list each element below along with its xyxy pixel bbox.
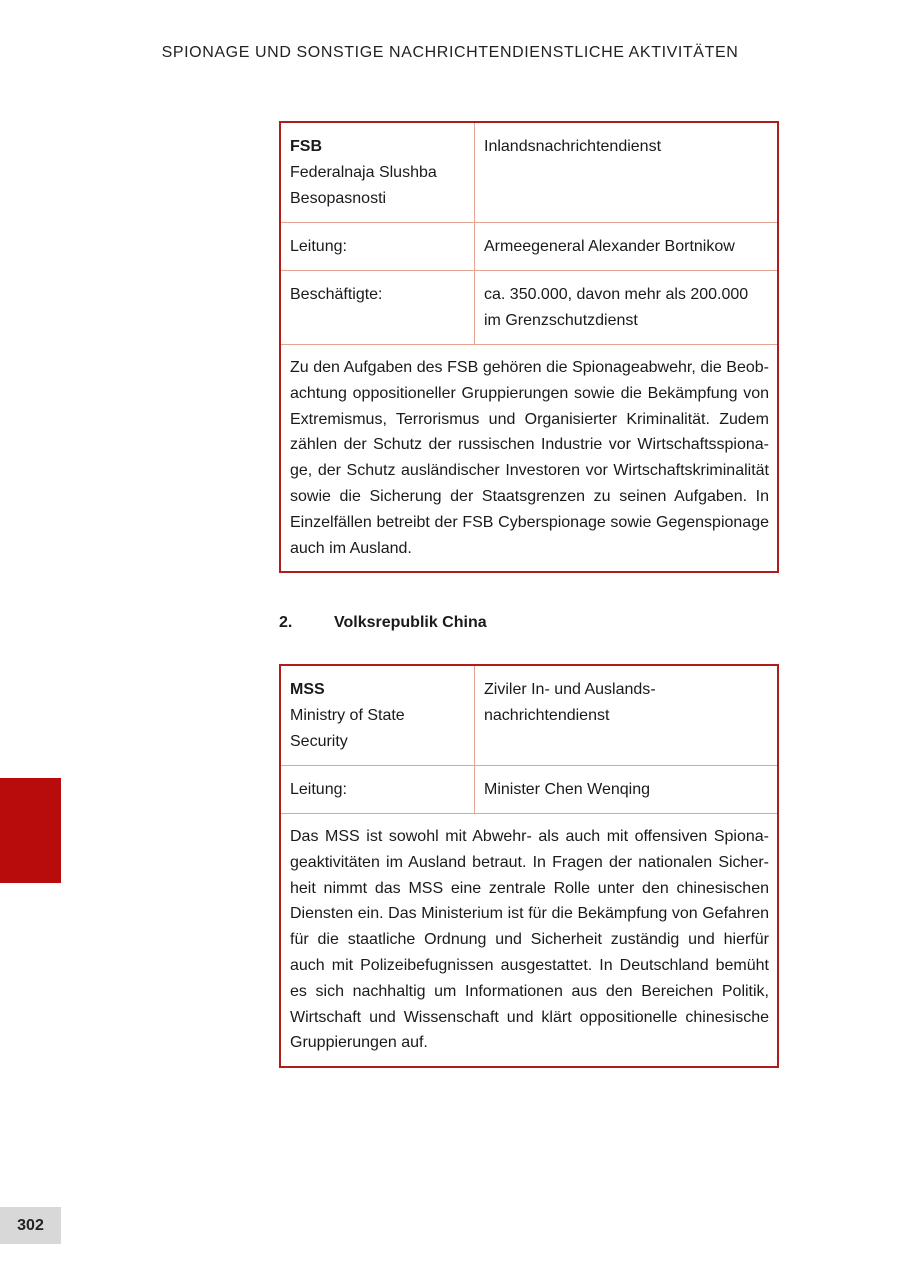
mss-leitung-label: Leitung:: [281, 766, 475, 813]
mss-leitung-value: Minister Chen Wenqing: [484, 781, 651, 798]
mss-name-cell: [281, 666, 475, 765]
running-header: SPIONAGE UND SONSTIGE NACHRICHTENDIENSTLICHE AKTIVITÄTEN: [161, 44, 739, 61]
fsb-full-name-line1: Federalnaja Slushba: [290, 164, 437, 181]
mss-name-row: [281, 666, 777, 766]
fsb-staff-row: [281, 271, 777, 345]
mss-description: Das MSS ist sowohl mit Abwehr- als auch mit offensiven Spionageaktivitäten im Ausland betraut. In Fragen der nationalen Sicherheit nimmt das MSS eine zentrale Rolle unter den chinesischen Diensten ein. Das Ministerium ist für die Bekämpfung von Gefahren für die staatliche Ordnung und Sicherheit zuständig und hierfür auch mit Polizeibefugnissen ausgestattet. In Deutschland bemüht es sich nachhaltig um Informationen aus den Bereichen Politik, Wirtschaft und Wissenschaft und klärt oppositionelle chinesische Gruppierungen auf.: [290, 828, 769, 1052]
mss-type: Ziviler In- und Auslandsnachrichtendienst: [484, 681, 656, 724]
section-title: Volksrepublik China: [334, 614, 487, 631]
fsb-leitung-row: [281, 223, 777, 271]
fsb-name-row: [281, 123, 777, 223]
section-heading: [279, 614, 487, 632]
fsb-leitung-label: Leitung:: [281, 223, 475, 270]
mss-abbreviation: MSS: [290, 681, 325, 698]
fsb-staff-label: Beschäftigte:: [281, 271, 475, 344]
mss-full-name-line2: Security: [290, 733, 348, 750]
fsb-leitung-value: Armeegeneral Alexander Bortnikow: [484, 238, 735, 255]
page-number: 302: [0, 1207, 61, 1244]
mss-leitung-row: [281, 766, 777, 814]
mss-full-name-line1: Ministry of State: [290, 707, 405, 724]
section-number: 2.: [279, 614, 293, 631]
mss-info-box: [279, 664, 779, 1068]
fsb-info-box: [279, 121, 779, 573]
fsb-type: Inlandsnachrichtendienst: [484, 138, 662, 155]
fsb-description: Zu den Aufgaben des FSB gehören die Spionageabwehr, die Beobachtung oppositioneller Gruppierungen sowie die Bekämpfung von Extremismus, Terrorismus und Organisierter Kriminalität. Zudem zählen der Schutz der russischen Industrie vor Wirtschaftsspionage, der Schutz ausländischer Investoren vor Wirtschaftskriminalität sowie die Sicherung der Staatsgrenzen zu seinen Aufgaben. In Einzelfällen betreibt der FSB Cyberspionage sowie Gegenspionage auch im Ausland.: [290, 359, 769, 557]
chapter-side-tab: [0, 778, 61, 883]
fsb-abbreviation: FSB: [290, 138, 322, 155]
fsb-name-cell: [281, 123, 475, 222]
fsb-staff-value: ca. 350.000, davon mehr als 200.000 im Grenzschutzdienst: [484, 286, 749, 329]
fsb-full-name-line2: Besopasnosti: [290, 190, 387, 207]
